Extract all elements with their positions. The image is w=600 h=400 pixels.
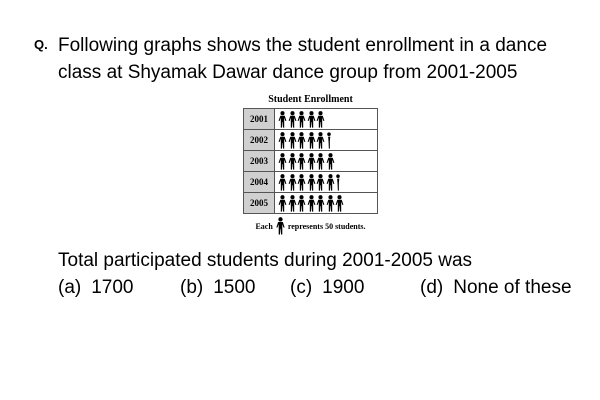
person-icon — [297, 132, 306, 149]
person-icon — [307, 111, 316, 128]
person-icon — [278, 195, 287, 212]
person-icon — [278, 153, 287, 170]
option-value: 1700 — [91, 277, 134, 298]
chart-row-2003 — [244, 150, 377, 171]
year-label: 2003 — [244, 151, 275, 171]
question-line-1: Following graphs shows the student enrollment in a dance — [58, 35, 548, 56]
option-c[interactable] — [290, 274, 364, 301]
person-icon — [307, 153, 316, 170]
option-a[interactable] — [58, 274, 134, 301]
chart-row-2005 — [244, 192, 377, 213]
person-icon — [307, 174, 316, 191]
answer-prompt: Total participated students during 2001-2005 was — [58, 250, 473, 271]
person-icon — [288, 174, 297, 191]
option-label: (d) — [420, 277, 444, 298]
chart-title: Student Enrollment — [268, 94, 353, 105]
person-icon — [297, 195, 306, 212]
key-prefix: Each — [255, 221, 273, 231]
option-value: None of these — [453, 277, 572, 298]
half-person-icon — [326, 132, 332, 149]
question-line-2: class at Shyamak Dawar dance group from 2001-2005 — [58, 62, 518, 83]
chart-row-2002 — [244, 129, 377, 150]
pictograph-chart — [243, 93, 378, 235]
chart-row-2004 — [244, 171, 377, 192]
person-icon — [278, 132, 287, 149]
person-icon — [316, 132, 325, 149]
person-icon — [288, 195, 297, 212]
person-icon — [288, 153, 297, 170]
person-icon — [307, 195, 316, 212]
option-label: (c) — [290, 277, 313, 298]
person-icon — [326, 195, 335, 212]
person-icon — [307, 132, 316, 149]
question-number: Q. — [34, 37, 48, 52]
year-label: 2005 — [244, 193, 275, 213]
year-label: 2002 — [244, 130, 275, 150]
icon-cell — [275, 172, 377, 192]
chart-key — [243, 217, 378, 235]
option-label: (b) — [180, 277, 204, 298]
icon-cell — [275, 193, 377, 213]
person-icon — [316, 195, 325, 212]
person-icon — [278, 174, 287, 191]
person-icon — [278, 111, 287, 128]
person-icon — [326, 174, 335, 191]
option-b[interactable] — [180, 274, 256, 301]
person-icon — [316, 111, 325, 128]
option-value: 1900 — [322, 277, 365, 298]
icon-cell — [275, 109, 377, 129]
person-icon — [316, 153, 325, 170]
answer-options — [58, 274, 598, 301]
person-icon — [276, 217, 285, 235]
key-suffix: represents 50 students. — [287, 221, 366, 231]
option-value: 1500 — [213, 277, 256, 298]
person-icon — [288, 132, 297, 149]
year-label: 2001 — [244, 109, 275, 129]
question-text — [58, 32, 547, 86]
icon-cell — [275, 130, 377, 150]
chart-row-2001 — [244, 109, 377, 129]
person-icon — [297, 111, 306, 128]
person-icon — [297, 174, 306, 191]
pictograph-table — [243, 108, 378, 214]
person-icon — [335, 195, 344, 212]
option-d[interactable] — [420, 274, 572, 301]
person-icon — [288, 111, 297, 128]
person-icon — [297, 153, 306, 170]
year-label: 2004 — [244, 172, 275, 192]
person-icon — [316, 174, 325, 191]
icon-cell — [275, 151, 377, 171]
person-icon — [326, 153, 335, 170]
half-person-icon — [335, 174, 341, 191]
option-label: (a) — [58, 277, 82, 298]
